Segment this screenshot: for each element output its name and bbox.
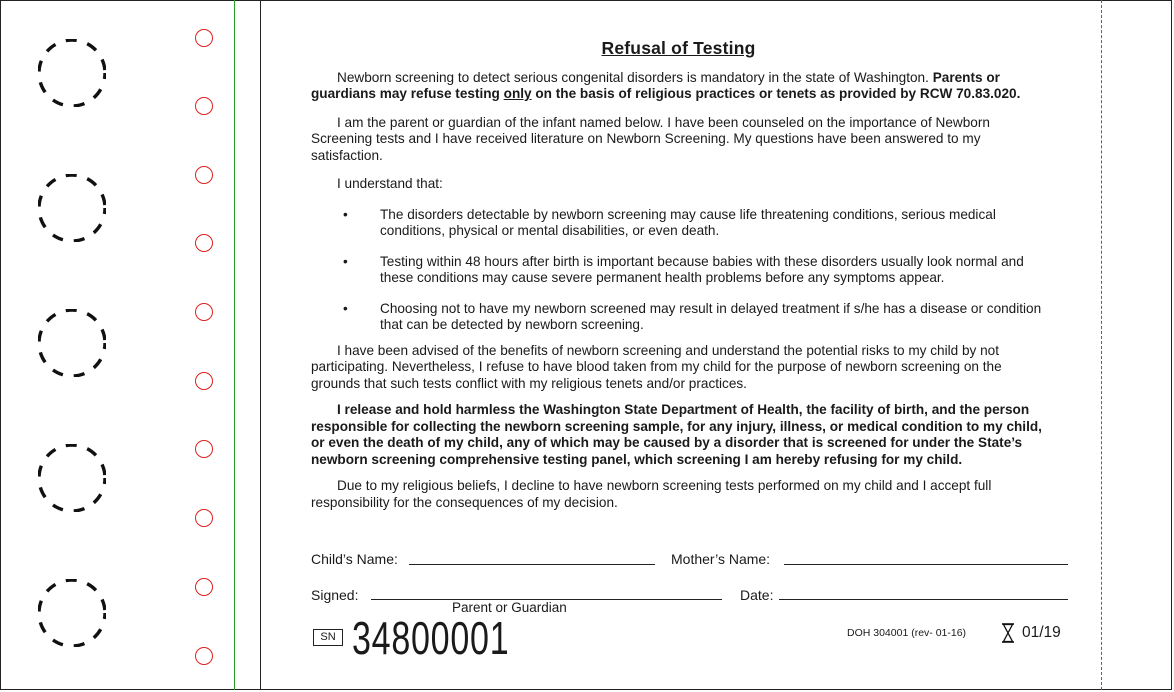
- counseling-paragraph: I am the parent or guardian of the infant named below. I have been counseled on the importance of Newborn Screening tests and I have received literature on Newborn Screening. My questions have been answered to my satisfaction.: [311, 114, 990, 163]
- understand-intro: I understand that:: [337, 176, 443, 191]
- dashed-circle-icon: [38, 579, 106, 647]
- mandatory-text: Newborn screening to detect serious congenital disorders is mandatory in the state of Washington.: [337, 69, 933, 85]
- expiry-date: 01/19: [1022, 624, 1061, 641]
- refusal-condition-a: Parents or guardians may refuse testing: [311, 69, 1000, 101]
- hourglass-icon: [1000, 623, 1016, 643]
- dashed-circle-icon: [38, 174, 106, 242]
- list-item: • Choosing not to have my newborn screened may result in delayed treatment if s/he has a disease or condition that can be detected by newborn screening.: [311, 301, 1046, 334]
- release-liability-paragraph: I release and hold harmless the Washington State Department of Health, the facility of birth, and the person responsible for collecting the newborn screening sample, for any injury, illness, or medical condition to my child, or even the death of my child, any of which may be caused by a disorder that is screened for under the State’s newborn screening comprehensive testing panel, which screening I am hereby refusing for my child.: [311, 402, 1042, 467]
- dashed-circle-icon: [38, 39, 106, 107]
- child-name-field[interactable]: [409, 564, 655, 565]
- list-item: • Testing within 48 hours after birth is important because babies with these disorders usually look normal and these conditions may cause severe permanent health problems before any symptoms appear.: [311, 254, 1046, 287]
- date-label: Date:: [740, 587, 774, 603]
- green-divider-line: [234, 0, 235, 690]
- mandatory-screening-paragraph: [311, 70, 1046, 103]
- punch-hole-icon: [195, 647, 213, 665]
- refusal-condition-b: on the basis of religious practices or tenets as provided by RCW 70.83.020.: [531, 86, 1021, 101]
- signed-label: Signed:: [311, 587, 359, 603]
- understanding-list: [311, 207, 1046, 334]
- refusal-paragraph: I have been advised of the benefits of newborn screening and understand the potential risks to my child by not participating. Nevertheless, I refuse to have blood taken from my child for the purpose of newborn screening on the grounds that such tests conflict with my religious tenets and/or practices.: [311, 342, 1002, 391]
- punch-hole-icon: [195, 509, 213, 527]
- red-dashed-tear-line: [1101, 0, 1102, 690]
- punch-hole-icon: [195, 166, 213, 184]
- punch-hole-icon: [195, 29, 213, 47]
- punch-hole-icon: [195, 372, 213, 390]
- parent-guardian-sublabel: Parent or Guardian: [452, 600, 567, 615]
- list-item: • The disorders detectable by newborn screening may cause life threatening conditions, serious medical conditions, physical or mental disabilities, or even death.: [311, 207, 1046, 240]
- punch-hole-icon: [195, 97, 213, 115]
- punch-hole-icon: [195, 303, 213, 321]
- form-title: Refusal of Testing: [601, 38, 756, 58]
- punch-hole-icon: [195, 234, 213, 252]
- mother-name-field[interactable]: [784, 564, 1068, 565]
- date-field[interactable]: [779, 599, 1068, 600]
- mother-name-label: Mother’s Name:: [671, 551, 771, 567]
- sn-label-box: SN: [313, 629, 343, 646]
- refusal-condition-only: only: [503, 86, 532, 101]
- religious-decline-paragraph: Due to my religious beliefs, I decline to have newborn screening tests performed on my child and I accept full responsibility for the consequences of my decision.: [311, 478, 992, 510]
- punch-hole-icon: [195, 578, 213, 596]
- form-body: [311, 40, 1046, 523]
- dashed-circle-icon: [38, 309, 106, 377]
- dashed-circle-icon: [38, 444, 106, 512]
- punch-hole-icon: [195, 440, 213, 458]
- form-code: DOH 304001 (rev- 01-16): [847, 627, 967, 639]
- child-name-label: Child’s Name:: [311, 551, 398, 567]
- black-divider-line: [260, 0, 261, 690]
- serial-number: 34800001: [352, 612, 510, 664]
